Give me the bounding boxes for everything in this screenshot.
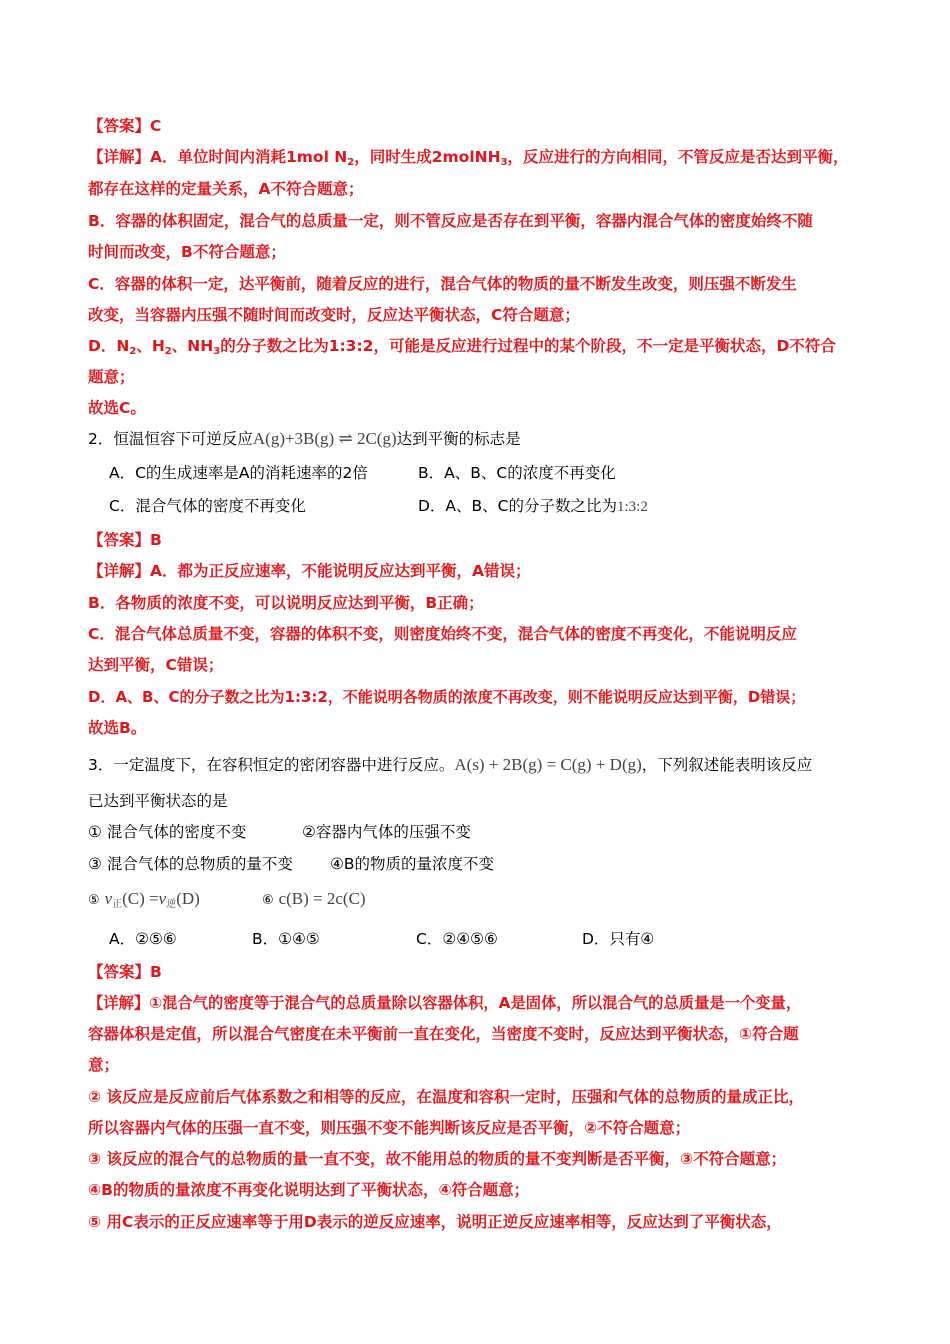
q2-stem-part-b: 达到平衡的标志是 [396, 430, 521, 448]
q3-item-6-mark: ⑥ [262, 893, 274, 908]
q3-stem-part-a: 3．一定温度下，在容积恒定的密闭容器中进行反应。 [88, 756, 455, 774]
q3-item-5-formula [105, 889, 200, 908]
q1-detail-line1-part-c: ，反应进行的方向相同，不管反应是否达到平衡， [507, 148, 849, 166]
q3-item-5 [88, 889, 200, 915]
q3-option-a: A．②⑤⑥ [109, 930, 177, 948]
q2-option-c: C．混合气体的密度不再变化 [109, 497, 306, 515]
q1-detail-line6: 改变，当容器内压强不随时间而改变时，反应达平衡状态，C符合题意； [88, 306, 580, 324]
q2-option-d-text: D．A、B、C的分子数之比为 [418, 497, 617, 515]
q3-v-reverse: v [158, 889, 167, 908]
q3-stem-part-b: ，下列叙述能表明该反应 [641, 756, 813, 774]
q2-detail-line5: D．A、B、C的分子数之比为1:3:2，不能说明各物质的浓度不再改变，则不能说明反应达到平衡，D错误； [88, 688, 806, 706]
q1-sub-nh3: 3 [500, 157, 508, 168]
q2-formula: A(g)+3B(g) ⇌ 2C(g) [252, 429, 397, 448]
q1-detail-line2: 都存在这样的定量关系，A不符合题意； [88, 180, 364, 198]
q2-option-a: A．C的生成速率是A的消耗速率的2倍 [109, 464, 368, 482]
q1-sub-h2: 2 [164, 346, 172, 357]
q1-detail-line4: 时间而改变，B不符合题意； [88, 243, 286, 261]
q3-item-4: ④B的物质的量浓度不变 [330, 855, 495, 873]
q1-detail-line7-part-b: 、H [136, 337, 165, 355]
q3-item-5-mark: ⑤ [88, 893, 100, 908]
q1-answer-text: 【答案】C [88, 117, 162, 135]
q3-formula-mid: (C) = [122, 889, 159, 908]
q3-detail-line2: 容器体积是定值，所以混合气密度在未平衡前一直在变化，当密度不变时，反应达到平衡状态，①符合题 [88, 1025, 799, 1043]
q3-item-1: ① 混合气体的密度不变 [88, 823, 247, 841]
q3-sub-forward: 正 [112, 899, 123, 910]
q3-stem-line2: 已达到平衡状态的是 [88, 792, 228, 810]
q3-detail-line1: 【详解】①混合气的密度等于混合气的总质量除以容器体积，A是固体，所以混合气的总质量是一个变量， [88, 994, 802, 1012]
q2-detail-line6: 故选B。 [88, 719, 147, 737]
q1-detail-line7-part-d: 的分子数之比为1:3:2，可能是反应进行过程中的某个阶段，不一定是平衡状态，D不符合 [220, 337, 836, 355]
q1-detail-line7-part-a: D．N [88, 337, 130, 355]
q2-stem [88, 429, 521, 449]
q3-option-b: B．①④⑤ [252, 930, 320, 948]
q2-option-d-ratio: 1:3:2 [617, 499, 648, 515]
q1-sub-nh3-b: 3 [213, 346, 221, 357]
q2-option-b: B．A、B、C的浓度不再变化 [418, 464, 616, 482]
q3-detail-line5: 所以容器内气体的压强一直不变，则压强不变不能判断该反应是否平衡，②不符合题意； [88, 1119, 691, 1137]
q1-detail-line1-part-b: ，同时生成2molNH [354, 148, 501, 166]
q1-detail-line7 [88, 336, 836, 362]
q3-detail-line4: ② 该反应是反应前后气体系数之和相等的反应，在温度和容积一定时，压强和气体的总物质的量成正比， [88, 1088, 805, 1106]
q2-detail-line1: 【详解】A．都为正反应速率，不能说明反应达到平衡，A错误； [88, 562, 531, 580]
q1-detail-line3: B．容器的体积固定，混合气的总质量一定，则不管反应是否存在到平衡，容器内混合气体的密度始终不随 [88, 212, 813, 230]
q2-detail-line4: 达到平衡，C错误； [88, 656, 224, 674]
q1-detail-line9: 故选C。 [88, 399, 146, 417]
q1-sub-n2-b: 2 [129, 346, 137, 357]
q2-detail-line3: C．混合气体总质量不变，容器的体积不变，则密度始终不变，混合气体的密度不再变化，不能说明反应 [88, 625, 797, 643]
q3-v-forward: v [104, 889, 113, 908]
q1-detail-line1 [88, 147, 849, 173]
q3-item-6-formula: c(B) = 2c(C) [278, 889, 366, 908]
q2-detail-line2: B．各物质的浓度不变，可以说明反应达到平衡，B正确； [88, 594, 484, 612]
q3-detail-line8: ⑤ 用C表示的正反应速率等于用D表示的逆反应速率，说明正逆反应速率相等，反应达到了平衡状态， [88, 1213, 782, 1231]
q1-answer [88, 116, 161, 136]
q2-answer: 【答案】B [88, 531, 162, 549]
q3-item-2: ②容器内气体的压强不变 [302, 823, 471, 841]
q3-option-c: C．②④⑤⑥ [416, 930, 498, 948]
q3-sub-reverse: 逆 [166, 899, 177, 910]
q1-detail-line1-part-a: 【详解】A．单位时间内消耗1mol N [88, 148, 348, 166]
q1-detail-line5: C．容器的体积一定，达平衡前，随着反应的进行，混合气体的物质的量不断发生改变，则压强不断发生 [88, 275, 797, 293]
q2-option-d [418, 496, 648, 517]
q3-stem [88, 755, 812, 775]
q2-stem-part-a: 2．恒温恒容下可逆反应 [88, 430, 253, 448]
q3-item-6 [262, 889, 366, 911]
q3-answer: 【答案】B [88, 963, 162, 981]
q3-detail-line6: ③ 该反应的混合气的总物质的量一直不变，故不能用总的物质的量不变判断是否平衡，③不符合题意； [88, 1150, 787, 1168]
q3-item-3: ③ 混合气体的总物质的量不变 [88, 855, 293, 873]
q1-sub-n2: 2 [347, 157, 355, 168]
q3-detail-line3: 意； [88, 1056, 120, 1074]
q3-detail-line7: ④B的物质的量浓度不再变化说明达到了平衡状态，④符合题意； [88, 1181, 530, 1199]
q1-detail-line7-part-c: 、NH [171, 337, 214, 355]
q3-formula-end: (D) [176, 889, 200, 908]
q3-formula: A(s) + 2B(g) = C(g) + D(g) [454, 755, 642, 774]
q1-detail-line8: 题意； [88, 368, 135, 386]
q3-option-d: D．只有④ [582, 930, 655, 948]
